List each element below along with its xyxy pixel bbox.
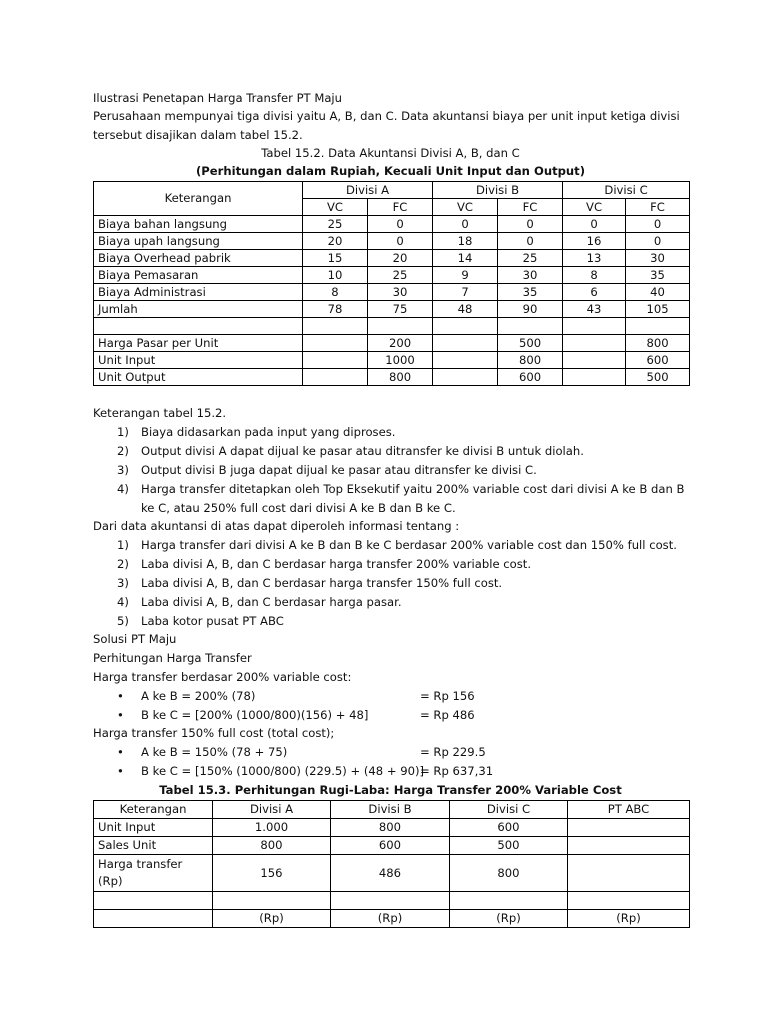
info-marker: 2) bbox=[117, 557, 129, 571]
note-marker: 2) bbox=[117, 444, 129, 458]
table1-row bbox=[94, 335, 690, 352]
note-text: Output divisi B juga dapat dijual ke pasar atau ditransfer ke divisi C. bbox=[141, 463, 537, 477]
fc-marker: • bbox=[117, 745, 124, 759]
table1-cell: 90 bbox=[498, 301, 563, 318]
table1-cell bbox=[626, 318, 690, 335]
intro-line-2: tersebut disajikan dalam tabel 15.2. bbox=[93, 128, 303, 142]
table1-header-label: Keterangan bbox=[94, 182, 303, 216]
table1-cell bbox=[433, 318, 498, 335]
table1-cell: 0 bbox=[368, 233, 433, 250]
note-text: Biaya didasarkan pada input yang diproses. bbox=[141, 425, 396, 439]
table1-row-label: Biaya bahan langsung bbox=[94, 216, 303, 233]
vc-formula: A ke B = 200% (78) bbox=[141, 689, 256, 703]
table1-cell: 30 bbox=[626, 250, 690, 267]
vc-result: = Rp 486 bbox=[420, 708, 475, 722]
table1-cell: 35 bbox=[626, 267, 690, 284]
vc-formula: B ke C = [200% (1000/800)(156) + 48] bbox=[141, 708, 369, 722]
table1-cell: 0 bbox=[433, 216, 498, 233]
table1-cell bbox=[303, 369, 368, 386]
table1-division-a: Divisi A bbox=[303, 182, 433, 199]
table1-cell: 8 bbox=[303, 284, 368, 301]
table2-row bbox=[94, 910, 690, 928]
table2-row-label: Sales Unit bbox=[94, 837, 213, 855]
table1-cell: 9 bbox=[433, 267, 498, 284]
table1-cell: 600 bbox=[498, 369, 563, 386]
table2-header: Divisi A bbox=[213, 801, 331, 819]
table1-cell: 13 bbox=[563, 250, 626, 267]
table1-row-label: Biaya Administrasi bbox=[94, 284, 303, 301]
table1-cell: 800 bbox=[498, 352, 563, 369]
table1-cell: 16 bbox=[563, 233, 626, 250]
note-item bbox=[117, 461, 537, 479]
table2-header: Divisi C bbox=[450, 801, 568, 819]
vc-marker: • bbox=[117, 689, 124, 703]
info-marker: 1) bbox=[117, 538, 129, 552]
table2-row bbox=[94, 855, 690, 892]
table1-row bbox=[94, 267, 690, 284]
table2-cell: 1.000 bbox=[213, 819, 331, 837]
table2-cell: (Rp) bbox=[331, 910, 450, 928]
table2-cell bbox=[568, 892, 690, 910]
note-item bbox=[117, 423, 395, 441]
fc-item bbox=[117, 762, 493, 780]
table1-cell: 500 bbox=[498, 335, 563, 352]
fc-marker: • bbox=[117, 764, 124, 778]
table2-title: Tabel 15.3. Perhitungan Rugi-Laba: Harga Transfer 200% Variable Cost bbox=[159, 783, 622, 797]
info-marker: 5) bbox=[117, 614, 129, 628]
note-item bbox=[117, 480, 684, 498]
table1-cell bbox=[498, 318, 563, 335]
table1-cell: 75 bbox=[368, 301, 433, 318]
table2-header: Keterangan bbox=[94, 801, 213, 819]
note-marker: 3) bbox=[117, 463, 129, 477]
table1-cell: 8 bbox=[563, 267, 626, 284]
info-text: Laba divisi A, B, dan C berdasar harga transfer 150% full cost. bbox=[141, 576, 503, 590]
table1-cell: 0 bbox=[368, 216, 433, 233]
note-marker: 4) bbox=[117, 482, 129, 496]
table1-cell: 25 bbox=[498, 250, 563, 267]
table1-row-label: Biaya Overhead pabrik bbox=[94, 250, 303, 267]
table2-cell: 800 bbox=[213, 837, 331, 855]
table1-row bbox=[94, 233, 690, 250]
table2-header: PT ABC bbox=[568, 801, 690, 819]
table2-cell bbox=[568, 819, 690, 837]
table1-row bbox=[94, 216, 690, 233]
fc-formula: A ke B = 150% (78 + 75) bbox=[141, 745, 288, 759]
note-marker: 1) bbox=[117, 425, 129, 439]
table2-cell: (Rp) bbox=[450, 910, 568, 928]
table1-cell bbox=[563, 335, 626, 352]
table1-cell bbox=[433, 352, 498, 369]
table1-cell: 78 bbox=[303, 301, 368, 318]
table1-cell: 25 bbox=[303, 216, 368, 233]
info-item bbox=[117, 536, 677, 554]
vc-result: = Rp 156 bbox=[420, 689, 475, 703]
table2-header: Divisi B bbox=[331, 801, 450, 819]
table2-cell bbox=[331, 892, 450, 910]
table1-cell bbox=[303, 318, 368, 335]
note-continuation: ke C, atau 250% full cost dari divisi A ke B dan B ke C. bbox=[141, 501, 456, 515]
table1-subhead: FC bbox=[626, 199, 690, 216]
table1-row bbox=[94, 284, 690, 301]
table2-cell: 486 bbox=[331, 855, 450, 892]
table2-row-label: Unit Input bbox=[94, 819, 213, 837]
table1-cell: 30 bbox=[368, 284, 433, 301]
profit-loss-table bbox=[93, 800, 690, 928]
table1-row-label: Unit Output bbox=[94, 369, 303, 386]
table1-cell: 105 bbox=[626, 301, 690, 318]
intro-line-1: Perusahaan mempunyai tiga divisi yaitu A, B, dan C. Data akuntansi biaya per unit input ketiga divisi bbox=[93, 109, 680, 123]
table2-cell: 600 bbox=[331, 837, 450, 855]
info-text: Harga transfer dari divisi A ke B dan B ke C berdasar 200% variable cost dan 150% full cost. bbox=[141, 538, 677, 552]
table1-cell bbox=[563, 369, 626, 386]
table1-cell: 30 bbox=[498, 267, 563, 284]
table1-cell: 10 bbox=[303, 267, 368, 284]
table2-cell: 800 bbox=[331, 819, 450, 837]
table1-subhead: FC bbox=[368, 199, 433, 216]
fc-title: Harga transfer 150% full cost (total cost); bbox=[93, 726, 335, 740]
table1-cell: 1000 bbox=[368, 352, 433, 369]
notes-title: Keterangan tabel 15.2. bbox=[93, 406, 227, 420]
table1-cell bbox=[563, 352, 626, 369]
cost-data-table bbox=[93, 181, 690, 386]
table1-cell: 25 bbox=[368, 267, 433, 284]
table1-subhead: VC bbox=[303, 199, 368, 216]
info-item bbox=[117, 555, 531, 573]
table1-cell bbox=[563, 318, 626, 335]
table1-row-label bbox=[94, 318, 303, 335]
table1-cell: 500 bbox=[626, 369, 690, 386]
table1-cell: 6 bbox=[563, 284, 626, 301]
table2-cell: (Rp) bbox=[568, 910, 690, 928]
table1-row-label: Harga Pasar per Unit bbox=[94, 335, 303, 352]
info-title: Dari data akuntansi di atas dapat diperoleh informasi tentang : bbox=[93, 519, 460, 533]
vc-item bbox=[117, 687, 475, 705]
table1-row bbox=[94, 369, 690, 386]
table1-subhead: VC bbox=[433, 199, 498, 216]
note-text: Harga transfer ditetapkan oleh Top Eksekutif yaitu 200% variable cost dari divisi A ke B dan B bbox=[141, 482, 685, 496]
table2-cell: 500 bbox=[450, 837, 568, 855]
table1-row bbox=[94, 301, 690, 318]
table1-row bbox=[94, 250, 690, 267]
table2-cell: 800 bbox=[450, 855, 568, 892]
table1-subhead: FC bbox=[498, 199, 563, 216]
table1-cell: 200 bbox=[368, 335, 433, 352]
table1-cell: 15 bbox=[303, 250, 368, 267]
table2-cell: (Rp) bbox=[213, 910, 331, 928]
info-item bbox=[117, 612, 284, 630]
fc-item bbox=[117, 743, 486, 761]
table2-cell bbox=[213, 892, 331, 910]
table1-cell: 43 bbox=[563, 301, 626, 318]
table1-cell: 14 bbox=[433, 250, 498, 267]
info-item bbox=[117, 593, 402, 611]
table1-subhead: VC bbox=[563, 199, 626, 216]
table1-cell bbox=[368, 318, 433, 335]
table1-cell: 800 bbox=[368, 369, 433, 386]
table1-division-c: Divisi C bbox=[563, 182, 690, 199]
fc-result: = Rp 637,31 bbox=[420, 764, 494, 778]
table1-cell: 600 bbox=[626, 352, 690, 369]
table2-row-label bbox=[94, 910, 213, 928]
table1-cell: 800 bbox=[626, 335, 690, 352]
table2-row bbox=[94, 819, 690, 837]
table2-cell: 600 bbox=[450, 819, 568, 837]
table2-row-label: Harga transfer (Rp) bbox=[94, 855, 213, 892]
table1-cell: 35 bbox=[498, 284, 563, 301]
table1-row-label: Biaya Pemasaran bbox=[94, 267, 303, 284]
table1-cell: 0 bbox=[498, 216, 563, 233]
info-text: Laba divisi A, B, dan C berdasar harga transfer 200% variable cost. bbox=[141, 557, 532, 571]
note-item bbox=[117, 442, 584, 460]
table2-cell bbox=[568, 855, 690, 892]
table1-cell bbox=[303, 352, 368, 369]
table1-cell: 7 bbox=[433, 284, 498, 301]
table1-cell: 0 bbox=[498, 233, 563, 250]
table1-row-label: Jumlah bbox=[94, 301, 303, 318]
table2-row bbox=[94, 837, 690, 855]
table1-cell: 0 bbox=[626, 233, 690, 250]
table1-subtitle: (Perhitungan dalam Rupiah, Kecuali Unit Input dan Output) bbox=[195, 164, 586, 178]
document-heading: Ilustrasi Penetapan Harga Transfer PT Maju bbox=[93, 91, 343, 105]
info-text: Laba divisi A, B, dan C berdasar harga pasar. bbox=[141, 595, 402, 609]
table2-row-label bbox=[94, 892, 213, 910]
table1-row bbox=[94, 352, 690, 369]
table2-cell bbox=[450, 892, 568, 910]
table1-cell: 0 bbox=[626, 216, 690, 233]
table1-cell: 40 bbox=[626, 284, 690, 301]
fc-formula: B ke C = [150% (1000/800) (229.5) + (48 + 90)] bbox=[141, 764, 425, 778]
table2-row bbox=[94, 892, 690, 910]
table1-cell bbox=[433, 369, 498, 386]
table1-row-label: Biaya upah langsung bbox=[94, 233, 303, 250]
table1-row-label: Unit Input bbox=[94, 352, 303, 369]
table1-row bbox=[94, 318, 690, 335]
solution-heading: Solusi PT Maju bbox=[93, 632, 177, 646]
table1-cell: 0 bbox=[563, 216, 626, 233]
vc-item bbox=[117, 706, 475, 724]
table1-cell bbox=[303, 335, 368, 352]
table1-cell: 48 bbox=[433, 301, 498, 318]
table1-cell bbox=[433, 335, 498, 352]
info-marker: 4) bbox=[117, 595, 129, 609]
table1-cell: 20 bbox=[303, 233, 368, 250]
info-item bbox=[117, 574, 502, 592]
table2-cell bbox=[568, 837, 690, 855]
table1-division-b: Divisi B bbox=[433, 182, 563, 199]
vc-title: Harga transfer berdasar 200% variable cost: bbox=[93, 670, 352, 684]
info-marker: 3) bbox=[117, 576, 129, 590]
fc-result: = Rp 229.5 bbox=[420, 745, 486, 759]
note-text: Output divisi A dapat dijual ke pasar atau ditransfer ke divisi B untuk diolah. bbox=[141, 444, 584, 458]
table1-cell: 20 bbox=[368, 250, 433, 267]
vc-marker: • bbox=[117, 708, 124, 722]
table1-title: Tabel 15.2. Data Akuntansi Divisi A, B, dan C bbox=[261, 146, 520, 160]
calculation-heading: Perhitungan Harga Transfer bbox=[93, 651, 252, 665]
table2-cell: 156 bbox=[213, 855, 331, 892]
table1-cell: 18 bbox=[433, 233, 498, 250]
info-text: Laba kotor pusat PT ABC bbox=[141, 614, 284, 628]
